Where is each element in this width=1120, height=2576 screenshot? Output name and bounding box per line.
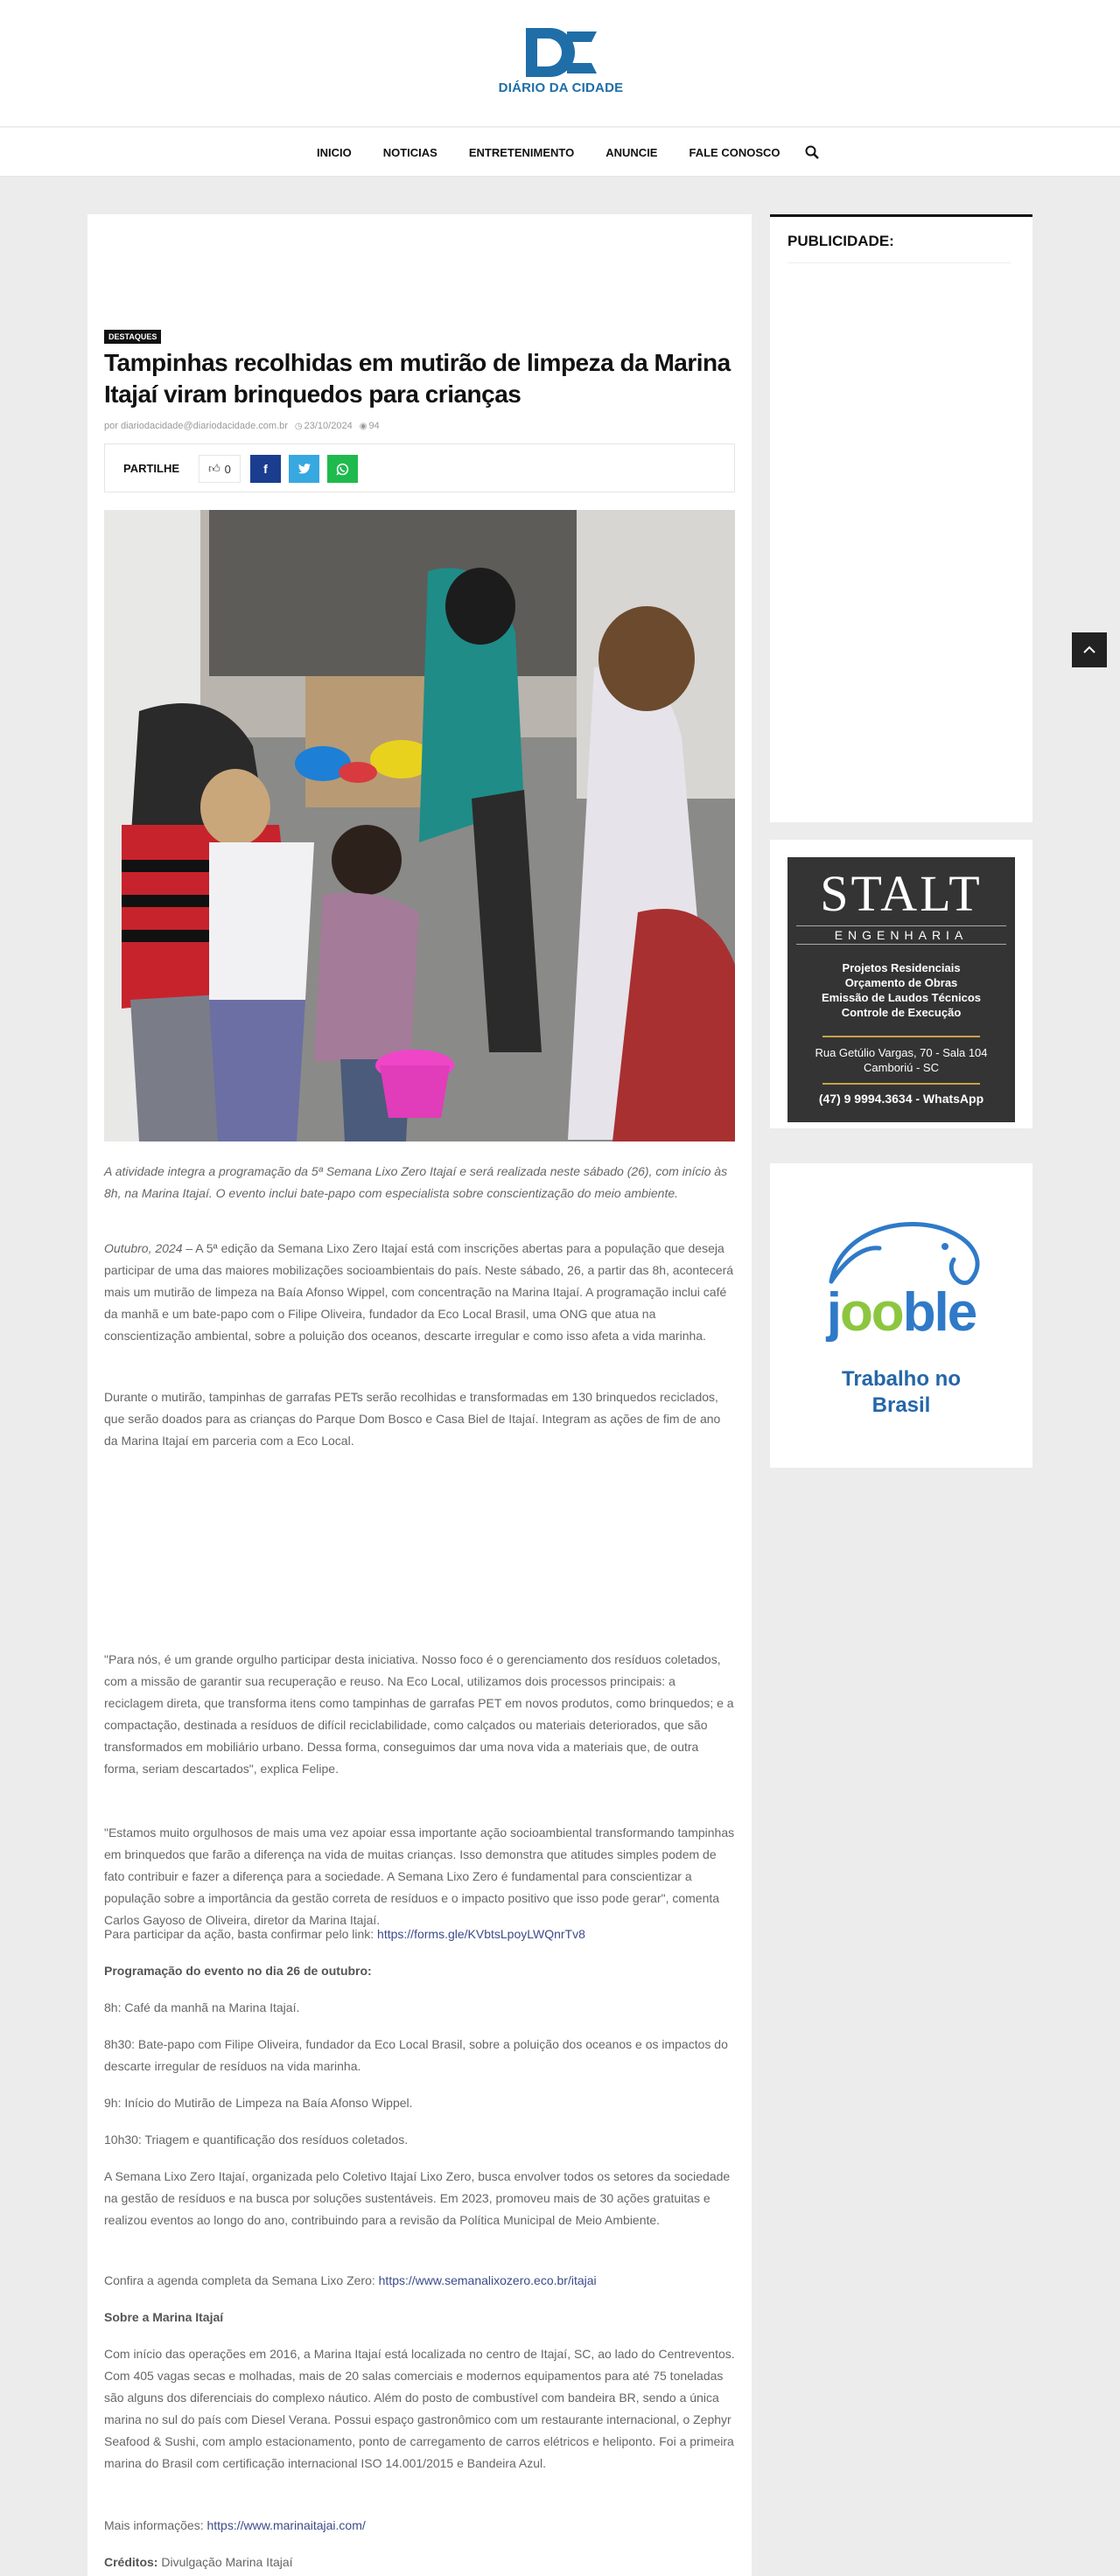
back-to-top-button[interactable] bbox=[1072, 632, 1107, 667]
sidebar-ad-widget bbox=[770, 214, 1032, 822]
credits-label: Créditos: bbox=[104, 2555, 158, 2569]
nav-item-fale-conosco[interactable]: FALE CONOSCO bbox=[689, 145, 780, 159]
stalt-divider bbox=[822, 1083, 980, 1085]
lead-text: A atividade integra a programação da 5ª Semana Lixo Zero Itajaí e será realizada neste sábado (26), com início às 8h, na Marina Itajaí. O evento inclui bate-papo com especialista sobre conscientização do meio ambiente. bbox=[104, 1164, 728, 1200]
program-item-1: 8h: Café da manhã na Marina Itajaí. bbox=[104, 2000, 300, 2014]
stalt-phone: (47) 9 9994.3634 - WhatsApp bbox=[818, 1092, 984, 1106]
semana-lixo-zero-link[interactable]: https://www.semanalixozero.eco.br/itajai bbox=[378, 2273, 597, 2287]
stalt-name: STALT bbox=[820, 865, 983, 922]
site-header bbox=[0, 0, 1120, 127]
credits-text: Divulgação Marina Itajaí bbox=[158, 2555, 293, 2569]
paragraph-5-text: Para participar da ação, basta confirmar pelo link: bbox=[104, 1927, 378, 1941]
stalt-service-4: Controle de Execução bbox=[841, 1006, 962, 1019]
article-meta bbox=[104, 421, 380, 431]
stalt-address-line-1: Rua Getúlio Vargas, 70 - Sala 104 bbox=[815, 1046, 988, 1059]
stalt-address bbox=[788, 1045, 1015, 1075]
sidebar-jooble-ad[interactable] bbox=[770, 1163, 1032, 1468]
program-title-text: Programação do evento no dia 26 de outubro: bbox=[104, 1964, 372, 1978]
ad-widget-title: PUBLICIDADE: bbox=[788, 233, 894, 249]
about-title bbox=[104, 2307, 735, 2328]
article-paragraph-7 bbox=[104, 2270, 735, 2292]
facebook-share-button[interactable] bbox=[250, 455, 281, 483]
divider bbox=[788, 262, 1011, 263]
credits bbox=[104, 2552, 735, 2573]
share-label: PARTILHE bbox=[123, 462, 180, 475]
nav-item-noticias[interactable]: NOTICIAS bbox=[382, 145, 438, 159]
stalt-services bbox=[788, 960, 1015, 1020]
jooble-tagline bbox=[796, 1366, 1006, 1419]
program-item-3: 9h: Início do Mutirão de Limpeza na Baía Afonso Wippel. bbox=[104, 2096, 413, 2110]
paragraph-9-text: Mais informações: bbox=[104, 2518, 207, 2532]
article-container bbox=[88, 214, 752, 2576]
whatsapp-share-button[interactable] bbox=[327, 455, 358, 483]
clock-icon: ◷ bbox=[294, 421, 303, 431]
article-paragraph-6: A Semana Lixo Zero Itajaí, organizada pelo Coletivo Itajaí Lixo Zero, busca envolver todos os setores da sociedade na gestão de resíduos e na busca por soluções sustentáveis. Em 2023, promoveu mais de 30 ações gratuitas e realizou eventos ao longo do ano, contribuindo para a revisão da Política Municipal de Meio Ambiente. bbox=[104, 2169, 731, 2227]
share-bar bbox=[104, 443, 735, 492]
jooble-tagline-1: Trabalho no bbox=[841, 1367, 961, 1391]
eye-icon: ◉ bbox=[359, 421, 368, 431]
program-item-4: 10h30: Triagem e quantificação dos resíduos coletados. bbox=[104, 2133, 409, 2147]
stalt-service-1: Projetos Residenciais bbox=[842, 961, 961, 974]
forms-link[interactable]: https://forms.gle/KVbtsLpoyLWQnrTv8 bbox=[377, 1927, 585, 1941]
article-paragraph-4: "Estamos muito orgulhosos de mais uma vez apoiar essa importante ação socioambiental transformando tampinhas em brinquedos que farão a diferença na vida de muitas crianças. Isso demonstra que atitudes simples podem de fato contribuir e fazer a diferença para a sociedade. A Semana Lixo Zero é fundamental para conscientizar a população sobre a importância da gestão correta de resíduos e o impacto positivo que isso pode gerar", comenta Carlos Gayoso de Oliveira, diretor da Marina Itajaí. bbox=[104, 1826, 735, 1927]
category-badge[interactable]: DESTAQUES bbox=[104, 330, 161, 344]
stalt-subtitle: ENGENHARIA bbox=[796, 925, 1006, 945]
whatsapp-icon bbox=[336, 463, 349, 476]
stalt-service-2: Orçamento de Obras bbox=[844, 976, 958, 989]
dateline: Outubro, 2024 bbox=[104, 1241, 183, 1255]
stalt-banner[interactable] bbox=[788, 857, 1015, 1122]
chevron-up-icon bbox=[1083, 646, 1096, 654]
program-title bbox=[104, 1960, 735, 1982]
article-paragraph-8: Com início das operações em 2016, a Marina Itajaí está localizada no centro de Itajaí, SC, ao lado do Centreventos. Com 405 vagas secas e molhadas, mais de 20 salas comerciais e modernos equipamentos para até 75 toneladas são alguns dos diferenciais do complexo náutico. Além do posto de combustível com bandeira BR, sendo a única marina no sul do país com Diesel Verana. Possui espaço gastronômico com um restaurante internacional, o Zephyr Seafood & Sushi, com amplo estacionamento, ponto de carregamento de carros elétricos e heliponto. Foi a primeira marina do Brasil com certificação internacional ISO 14.001/2015 e Bandeira Azul. bbox=[104, 2347, 735, 2470]
logo-text: DIÁRIO DA CIDADE bbox=[498, 80, 624, 95]
nav-item-inicio[interactable]: INICIO bbox=[317, 145, 352, 159]
photo-children-collecting-caps bbox=[104, 510, 735, 1141]
twitter-share-button[interactable] bbox=[289, 455, 319, 483]
nav-item-entretenimento[interactable]: ENTRETENIMENTO bbox=[468, 145, 575, 159]
stalt-service-3: Emissão de Laudos Técnicos bbox=[821, 991, 982, 1004]
paragraph-1-text: – A 5ª edição da Semana Lixo Zero Itajaí está com inscrições abertas para a população que deseja participar de uma das maiores mobilizações socioambientais do país. Neste sábado, 26, a partir das 8h, acontecerá mais um mutirão de limpeza na Baía Afonso Wippel, com concentração na Marina Itajaí. A programação inclui café da manhã e um bate-papo com o Filipe Oliveira, fundador da Eco Local Brasil, uma ONG que atua na conscientização ambiental, sobre a poluição dos oceanos, descarte irregular e como isso afeta a vida marinha. bbox=[104, 1241, 734, 1343]
paragraph-7-text: Confira a agenda completa da Semana Lixo Zero: bbox=[104, 2273, 379, 2287]
jooble-logo-text: jooble bbox=[826, 1282, 976, 1343]
site-logo[interactable] bbox=[486, 26, 635, 101]
article-lead bbox=[104, 1161, 735, 1204]
article-paragraph-9 bbox=[104, 2515, 735, 2537]
stalt-address-line-2: Camboriú - SC bbox=[864, 1061, 939, 1074]
article-paragraph-3: "Para nós, é um grande orgulho participar desta iniciativa. Nosso foco é o gerenciamento dos resíduos coletados, com a missão de garantir sua recuperação e reuso. Na Eco Local, utilizamos dois processos principais: a reciclagem direta, que transforma itens como tampinhas de garrafas PET em novos produtos, como brinquedos; e a compactação, destinada a resíduos de difícil reciclabilidade, como calçados ou materiais deteriorados, que são transformados em mobiliário urbano. Dessa forma, conseguimos dar uma nova vida a materiais que, de outra forma, seriam descartados", explica Felipe. bbox=[104, 1652, 734, 1776]
author-link[interactable]: por diariodacidade@diariodacidade.com.br bbox=[104, 421, 288, 431]
twitter-icon bbox=[298, 464, 311, 474]
article-title: Tampinhas recolhidas em mutirão de limpeza da Marina Itajaí viram brinquedos para crianças bbox=[104, 349, 731, 408]
logo-mark-icon bbox=[486, 26, 635, 79]
search-icon[interactable] bbox=[805, 145, 819, 159]
marina-itajai-link[interactable]: https://www.marinaitajai.com/ bbox=[206, 2518, 366, 2532]
nav-item-anuncie[interactable]: ANUNCIE bbox=[606, 145, 658, 159]
sidebar-stalt-ad bbox=[770, 840, 1032, 1128]
facebook-icon: f bbox=[263, 462, 268, 476]
stalt-divider bbox=[822, 1036, 980, 1037]
about-title-text: Sobre a Marina Itajaí bbox=[104, 2310, 224, 2324]
main-navigation bbox=[0, 128, 1120, 177]
like-count: 0 bbox=[224, 462, 231, 476]
article-date: 23/10/2024 bbox=[304, 421, 353, 431]
article-paragraph-5 bbox=[104, 1923, 735, 1945]
article-paragraph-2: Durante o mutirão, tampinhas de garrafas PETs serão recolhidas e transformadas em 130 brinquedos reciclados, que serão doados para as crianças do Parque Dom Bosco e Casa Biel de Itajaí. Integram as ações de fim de ano da Marina Itajaí em parceria com a Eco Local. bbox=[104, 1390, 721, 1448]
program-item-2: 8h30: Bate-papo com Filipe Oliveira, fundador da Eco Local Brasil, sobre a poluição dos oceanos e os impactos do descarte irregular de resíduos na vida marinha. bbox=[104, 2037, 728, 2073]
jooble-tagline-2: Brasil bbox=[872, 1393, 931, 1417]
article-photo bbox=[104, 510, 735, 1141]
thumbs-up-icon: 👍︎ bbox=[208, 462, 220, 475]
like-button[interactable] bbox=[199, 455, 241, 483]
article-paragraph-1 bbox=[104, 1238, 735, 1347]
view-count: 94 bbox=[368, 421, 380, 431]
